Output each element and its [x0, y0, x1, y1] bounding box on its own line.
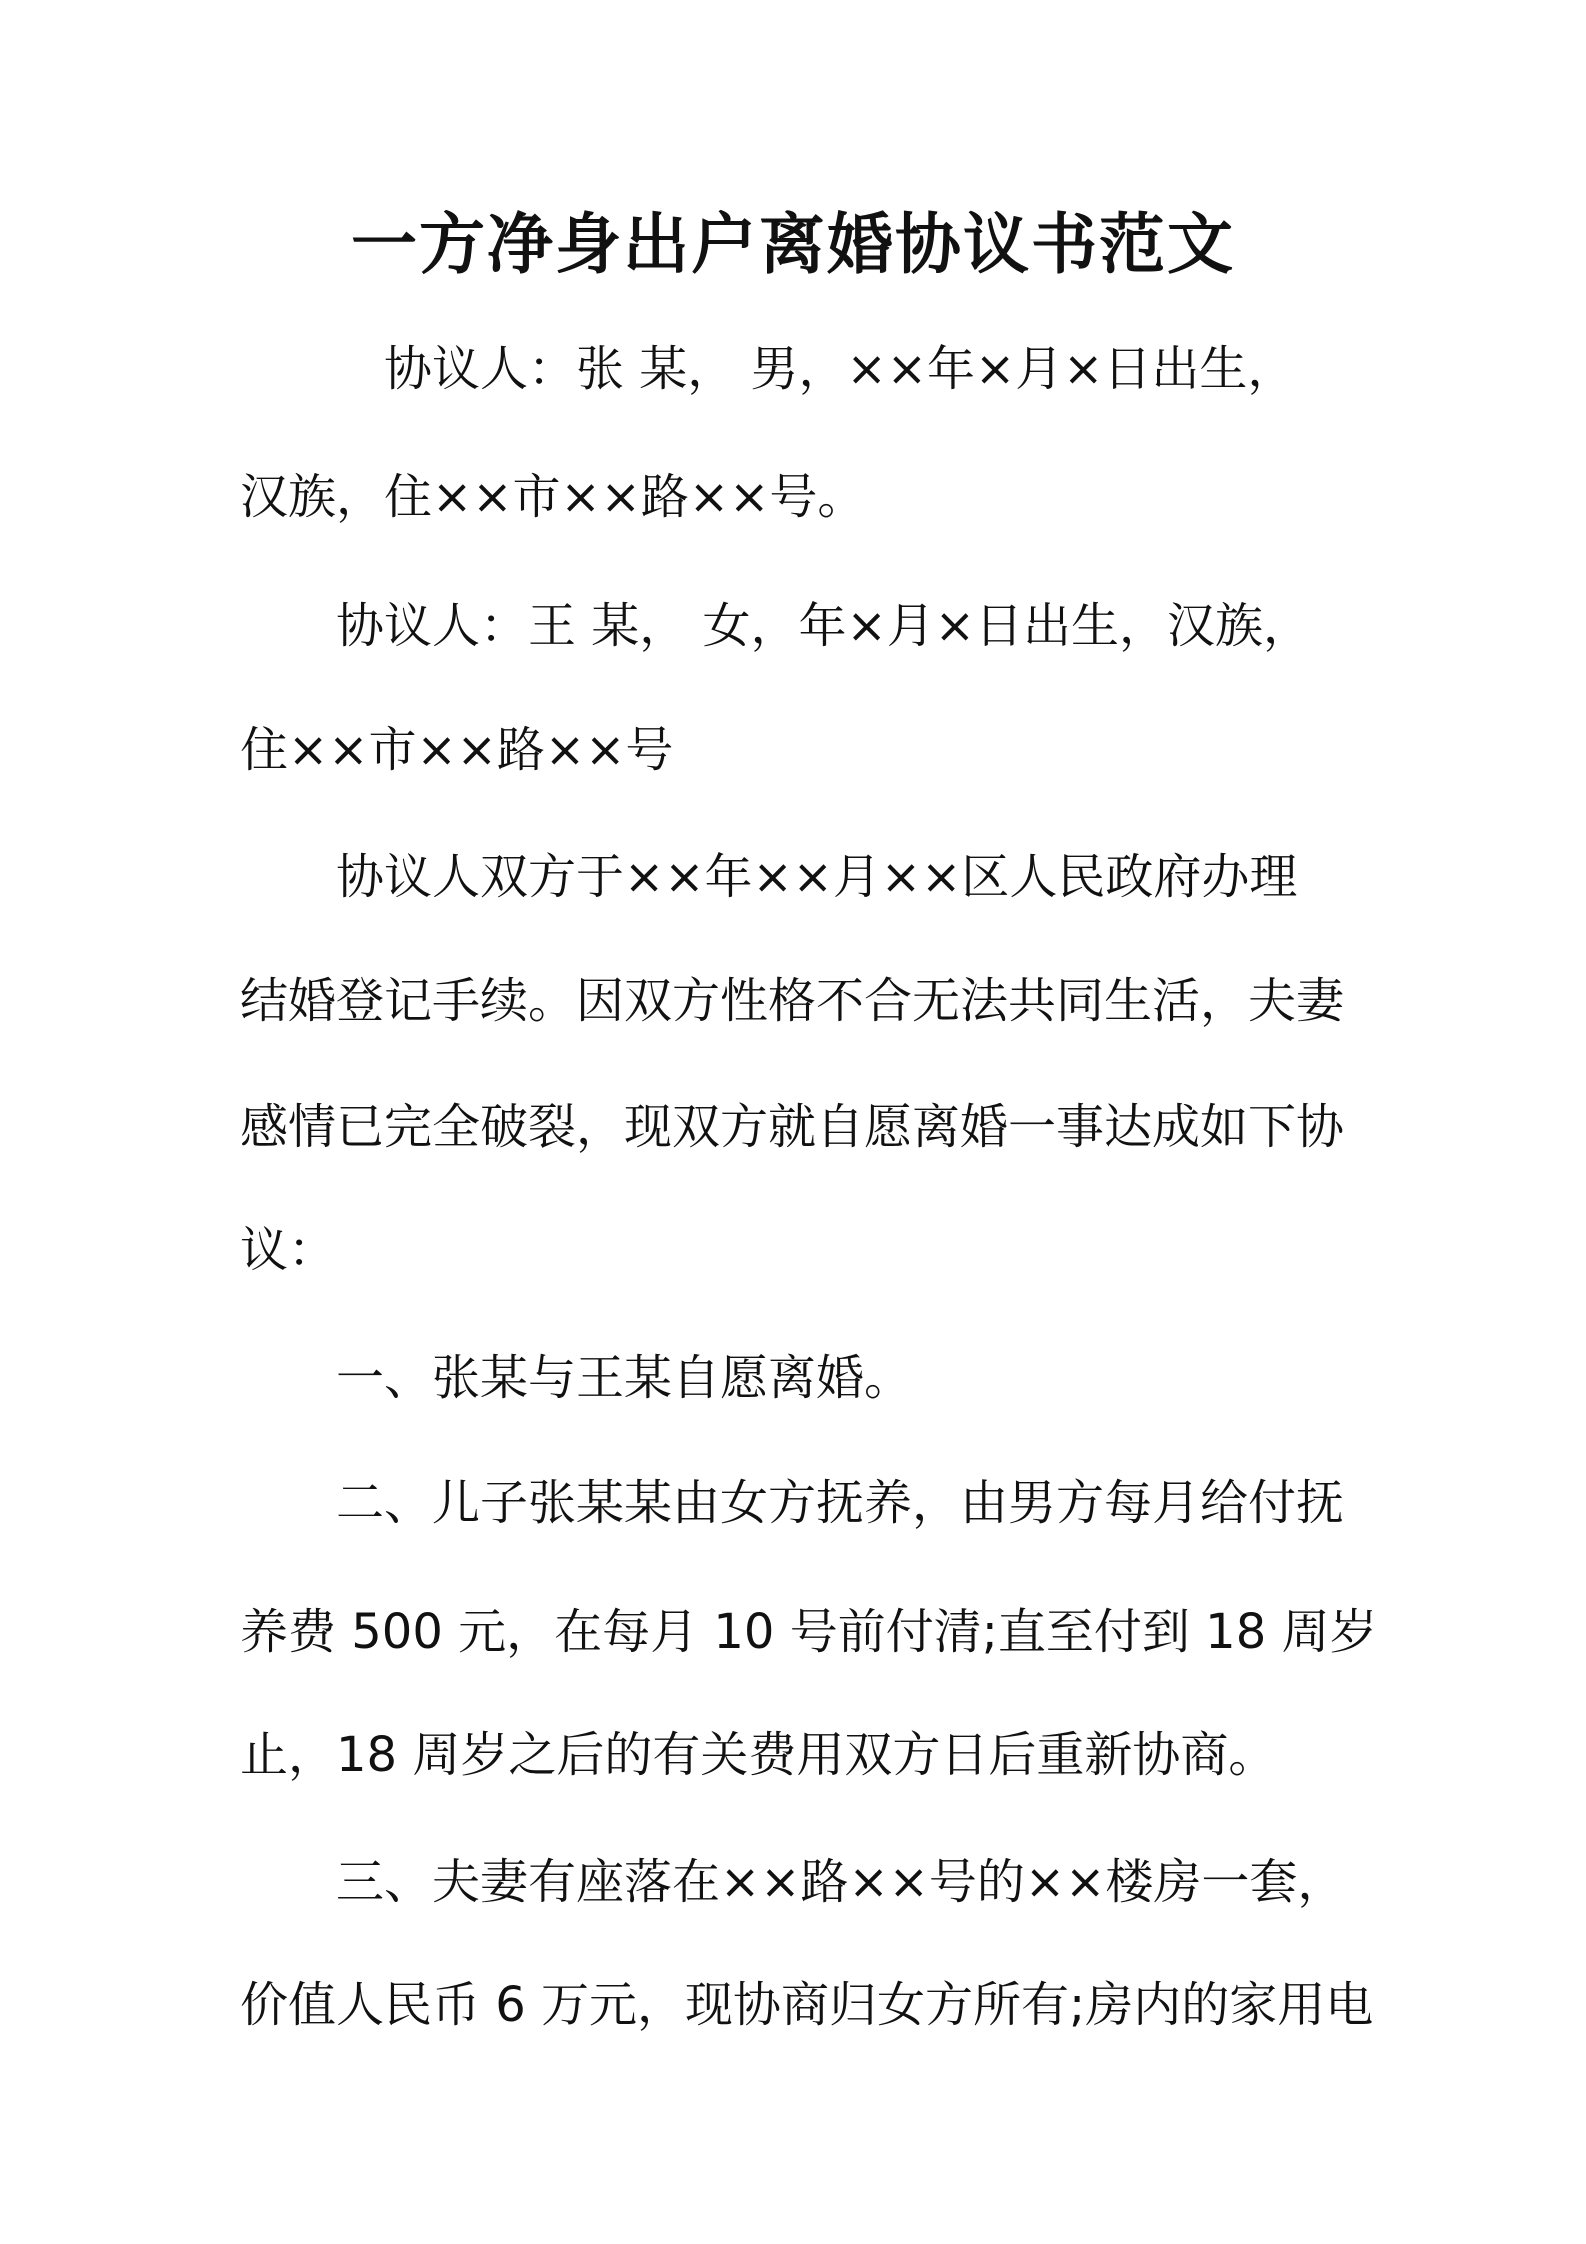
text-line-12: 止，18 周岁之后的有关费用双方日后重新协商。 [240, 1727, 1277, 1783]
text-line-7: 感情已完全破裂，现双方就自愿离婚一事达成如下协 [240, 1099, 1345, 1155]
text-line-9: 一、张某与王某自愿离婚。 [336, 1350, 913, 1406]
text-line-6: 结婚登记手续。因双方性格不合无法共同生活，夫妻 [240, 973, 1345, 1029]
text-line-10: 二、儿子张某某由女方抚养，由男方每月给付抚 [336, 1475, 1345, 1531]
text-line-8: 议： [240, 1222, 337, 1278]
document-title: 一方净身出户离婚协议书范文 [351, 206, 1235, 283]
text-line-14: 价值人民币 6 万元，现协商归女方所有;房内的家用电 [240, 1977, 1374, 2033]
text-line-5: 协议人双方于××年××月××区人民政府办理 [336, 849, 1298, 905]
text-line-2: 汉族，住××市××路××号。 [240, 469, 866, 525]
text-line-13: 三、夫妻有座落在××路××号的××楼房一套， [336, 1854, 1346, 1910]
text-line-11: 养费 500 元，在每月 10 号前付清;直至付到 18 周岁 [240, 1604, 1378, 1660]
text-line-1: 协议人：张 某， 男，××年×月×日出生， [384, 341, 1296, 397]
text-line-3: 协议人：王 某， 女，年×月×日出生，汉族， [336, 598, 1311, 654]
text-line-4: 住××市××路××号 [240, 722, 674, 778]
